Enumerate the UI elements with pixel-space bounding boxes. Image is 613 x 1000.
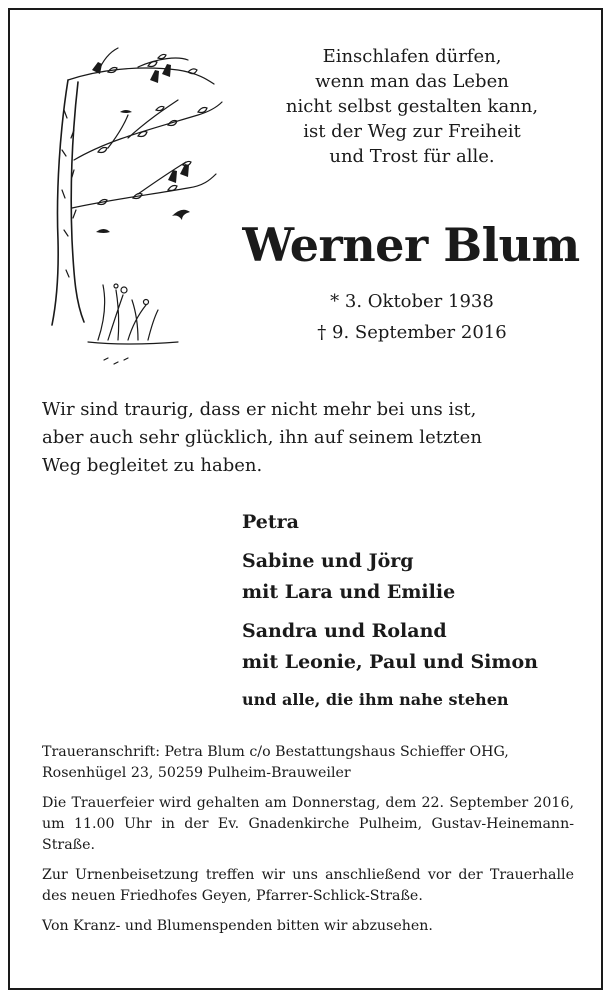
ceremony-info: Die Trauerfeier wird gehalten am Donnerstag, dem 22. September 2016, um 11.00 Uhr in der Ev. Gnadenkirche Pulheim, Gustav-Heinemann-Straße. xyxy=(42,795,574,853)
death-date: † 9. September 2016 xyxy=(317,322,507,343)
poem-line: und Trost für alle. xyxy=(329,146,495,167)
poem xyxy=(262,44,562,169)
poem-line: Einschlafen dürfen, xyxy=(322,46,502,67)
address-line: Traueranschrift: Petra Blum c/o Bestattungshaus Schieffer OHG, xyxy=(42,744,509,760)
family-signatures xyxy=(242,507,582,715)
family-line: und alle, die ihm nahe stehen xyxy=(242,690,509,709)
birth-date: * 3. Oktober 1938 xyxy=(330,291,494,312)
family-line: Sandra und Roland xyxy=(242,620,447,642)
message-line: Wir sind traurig, dass er nicht mehr bei uns ist, xyxy=(42,399,477,420)
flowers-note: Von Kranz- und Blumenspenden bitten wir abzusehen. xyxy=(42,918,433,934)
mourning-address xyxy=(42,742,574,784)
family-line: mit Leonie, Paul und Simon xyxy=(242,651,538,673)
funeral-details xyxy=(42,742,574,946)
poem-line: ist der Weg zur Freiheit xyxy=(303,121,521,142)
burial-info: Zur Urnenbeisetzung treffen wir uns anschließend vor der Trauerhalle des neuen Friedhofes Geyen, Pfarrer-Schlick-Straße. xyxy=(42,867,574,904)
deceased-name: Werner Blum xyxy=(242,218,580,272)
family-line: Petra xyxy=(242,511,299,533)
poem-line: nicht selbst gestalten kann, xyxy=(285,96,539,117)
poem-line: wenn man das Leben xyxy=(315,71,509,92)
tree-with-birds-illustration xyxy=(38,40,228,380)
family-line: mit Lara und Emilie xyxy=(242,581,456,603)
farewell-message xyxy=(42,396,562,480)
message-line: Weg begleitet zu haben. xyxy=(42,455,263,476)
family-line: Sabine und Jörg xyxy=(242,550,414,572)
message-line: aber auch sehr glücklich, ihn auf seinem letzten xyxy=(42,427,482,448)
address-line: Rosenhügel 23, 50259 Pulheim-Brauweiler xyxy=(42,765,351,781)
life-dates xyxy=(262,286,562,348)
